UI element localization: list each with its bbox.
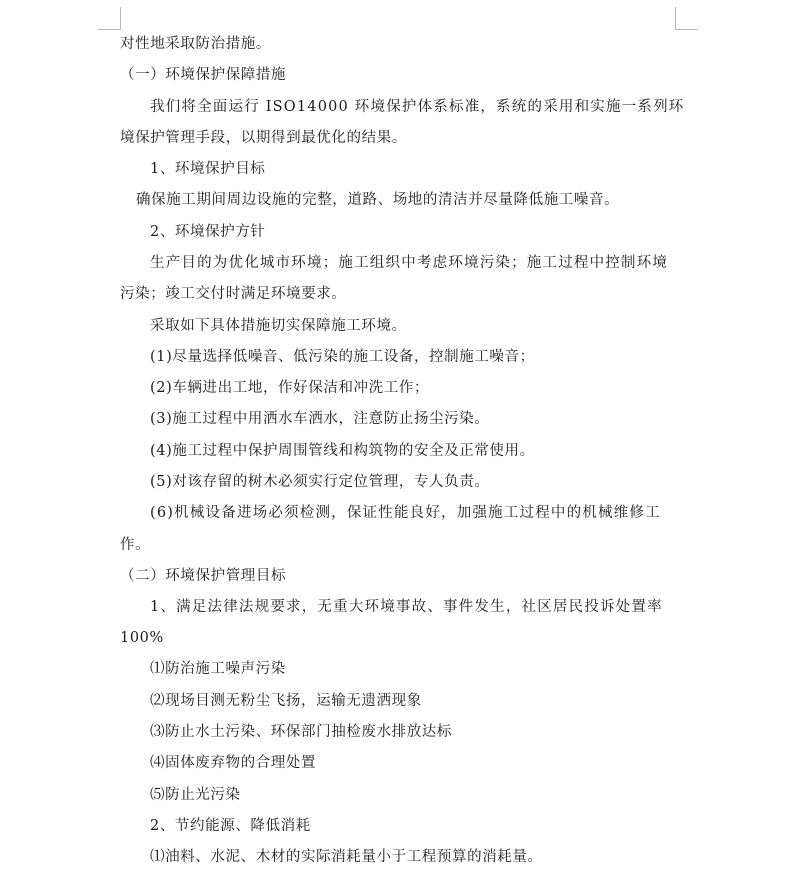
text-line: 境保护管理手段，以期得到最优化的结果。 [120, 130, 407, 146]
text-line: 作。 [120, 537, 151, 553]
subsection-heading: 1、环境保护目标 [150, 161, 266, 177]
text-line: 污染；竣工交付时满足环境要求。 [120, 286, 347, 302]
list-item: ⑵现场目测无粉尘飞扬，运输无遗洒现象 [150, 693, 422, 709]
text-line: 100% [120, 630, 164, 646]
list-item: ⑴油料、水泥、木材的实际消耗量小于工程预算的消耗量。 [150, 849, 543, 865]
list-item: (3)施工过程中用洒水车洒水，注意防止扬尘污染。 [150, 411, 490, 427]
section-heading: （一）环境保护保障措施 [120, 67, 287, 83]
list-item: (2)车辆进出工地，作好保洁和冲洗工作； [150, 380, 430, 396]
subsection-heading: 2、环境保护方针 [150, 224, 266, 240]
list-item: (4)施工过程中保护周围管线和构筑物的安全及正常使用。 [150, 443, 535, 459]
list-item: ⑸防止光污染 [150, 787, 241, 803]
subsection-heading: 2、节约能源、降低消耗 [150, 818, 311, 834]
list-item: ⑶防止水土污染、环保部门抽检废水排放达标 [150, 724, 452, 740]
list-item: (5)对该存留的树木必须实行定位管理，专人负责。 [150, 474, 490, 490]
text-line: 采取如下具体措施切实保障施工环境。 [150, 318, 407, 334]
section-heading: （二）环境保护管理目标 [120, 568, 287, 584]
list-item: ⑷固体废弃物的合理处置 [150, 755, 317, 771]
page-corner-mark-top-right [675, 7, 698, 30]
text-line: 生产目的为优化城市环境；施工组织中考虑环境污染；施工过程中控制环境 [150, 255, 669, 271]
list-item: ⑴防治施工噪声污染 [150, 661, 286, 677]
page-corner-mark-top-left [98, 7, 121, 30]
text-line: 我们将全面运行 ISO14000 环境保护体系标准，系统的采用和实施一系列环 [150, 99, 685, 115]
text-line: 1、满足法律法规要求，无重大环境事故、事件发生，社区居民投诉处置率 [150, 599, 663, 615]
list-item: (6)机械设备进场必须检测，保证性能良好，加强施工过程中的机械维修工 [150, 505, 661, 521]
list-item: (1)尽量选择低噪音、低污染的施工设备，控制施工噪音； [150, 349, 535, 365]
text-line: 对性地采取防治措施。 [120, 36, 271, 52]
text-line: 确保施工期间周边设施的完整，道路、场地的清洁并尽量降低施工噪音。 [136, 192, 620, 208]
